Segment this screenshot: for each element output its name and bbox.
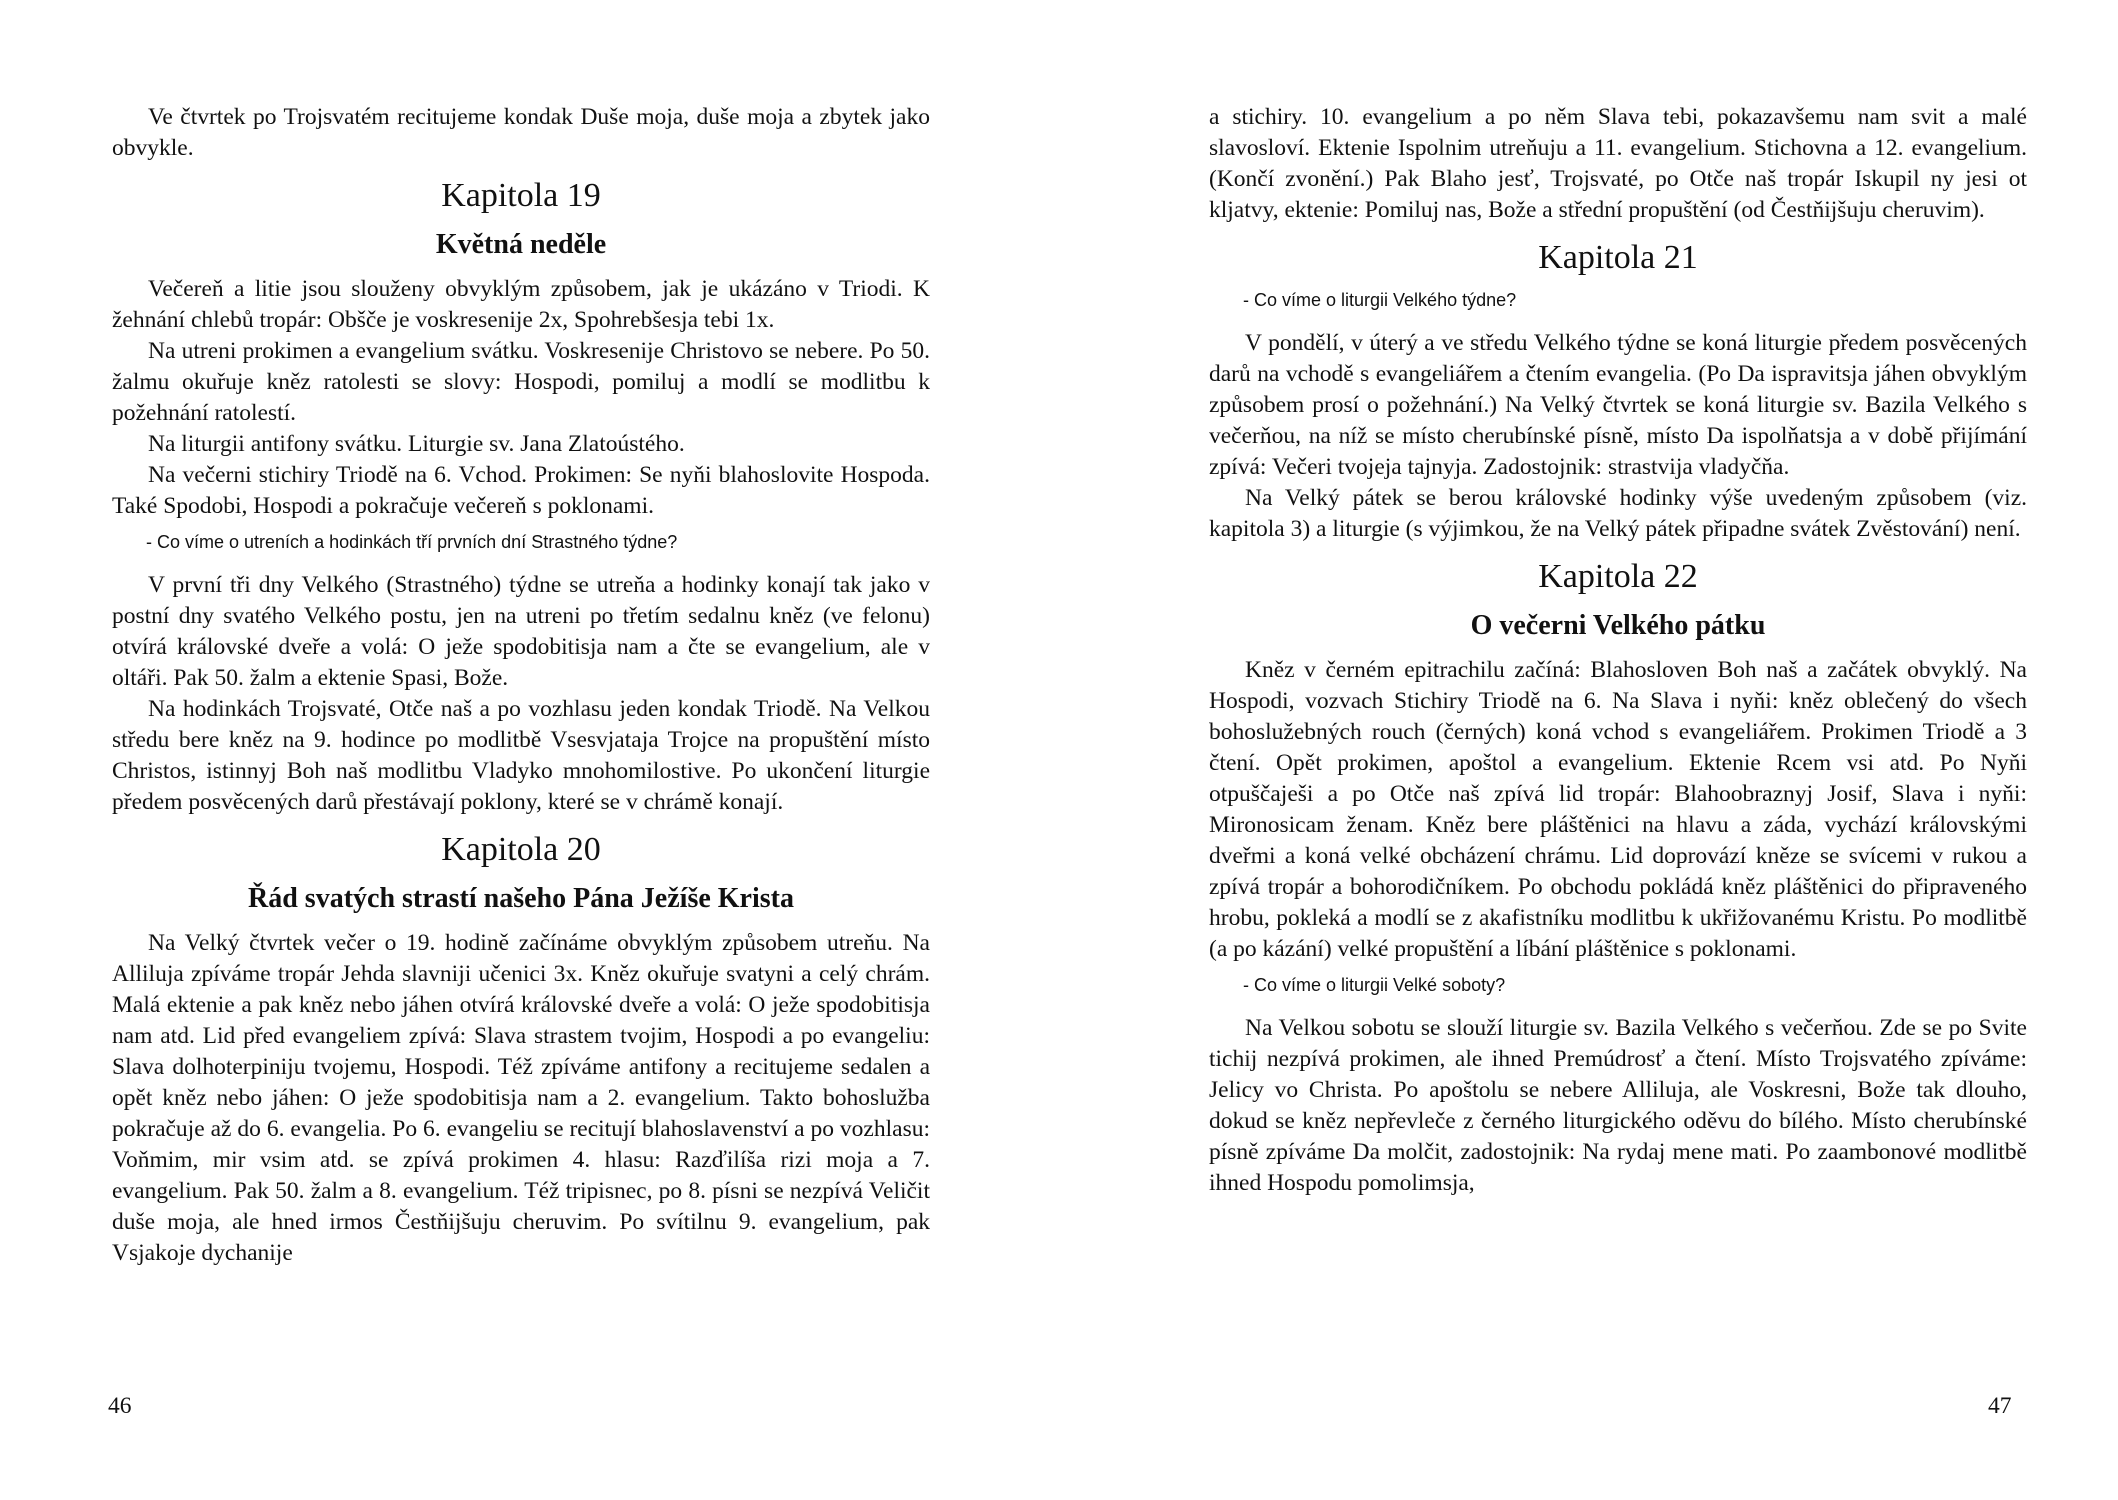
paragraph: Večereň a litie jsou slouženy obvyklým způsobem, jak je ukázáno v Triodi. K žehnání chlebů tropár: Obšče je voskresenije 2x, Spohrebšesja tebi 1x. (112, 276, 930, 333)
paragraph: Kněz v černém epitrachilu začíná: Blahosloven Boh naš a začátek obvyklý. Na Hospodi, vozvach Stichiry Triodě na 6. Na Slava i nyňi: kněz oblečený do všech bohoslužebných rouch (černých) koná vchod s evangeliářem. Prokimen Triodě a 3 čtení. Opět prokimen, apoštol a evangelium. Ektenie Rcem vsi atd. Po Nyňi otpuščaješi a po Otče naš zpívá lid tropár: Blahoobraznyj Josif, Slava i nyňi: Mironosicam ženam. Kněz bere pláštěnici na hlavu a záda, vychází královskými dveřmi a koná velké obcházení chrámu. Lid doprovází kněze se svícemi v rukou a zpívá tropár a bohorodičníkem. Po obchodu pokládá kněz pláštěnici do připraveného hrobu, pokleká a modlí se z akafistníku modlitbu k ukřižovanému Kristu. Po modlitbě (a po kázání) velké propuštění a líbání pláštěnice s poklonami. (1209, 657, 2027, 962)
chapter-19-subtitle: Květná neděle (435, 229, 607, 260)
question-heading: - Co víme o utreních a hodinkách tří prvních dní Strastného týdne? (146, 532, 678, 552)
paragraph: Na Velký čtvrtek večer o 19. hodině začínáme obvyklým způsobem utreňu. Na Alliluja zpíváme tropár Jehda slavniji učenici 3x. Kněz okuřuje svatyni a celý chrám. Malá ektenie a pak kněz nebo jáhen otvírá královské dveře a volá: O ježe spodobitisja nam atd. Lid před evangeliem zpívá: Slava strastem tvojim, Hospodi a po evangeliu: Slava dolhoterpiniju tvojemu, Hospodi. Též zpíváme antifony a recitujeme sedalen a opět kněz nebo jáhen: O ježe spodobitisja nam a 2. evangelium. Takto bohoslužba pokračuje až do 6. evangelia. Po 6. evangeliu se recitují blahoslavenství a po vozhlasu: Voňmim, mir vsim atd. se zpívá prokimen 4. hlasu: Razďilíša rizi moja a 7. evangelium. Pak 50. žalm a 8. evangelium. Též tripisnec, po 8. písni se nezpívá Veličit duše moja, ale hned irmos Čestňijšuju cheruvim. Po svítilnu 9. evangelium, pak Vsjakoje dychanije (112, 930, 930, 1266)
paragraph-continued: a stichiry. 10. evangelium a po něm Slava tebi, pokazavšemu nam svit a malé slavosloví. Ektenie Ispolnim utreňuju a 11. evangelium. Stichovna a 12. evangelium. (Končí zvonění.) Pak Blaho jesť, Trojsvaté, po Otče naš tropár Iskupil ny jesi ot kljatvy, ektenie: Pomiluj nas, Bože a střední propuštění (od Čestňijšuju cheruvim). (1209, 104, 2027, 223)
paragraph: Na večerni stichiry Triodě na 6. Vchod. Prokimen: Se nyňi blahoslovite Hospoda. Také Spodobi, Hospodi a pokračuje večereň s poklonami. (112, 462, 930, 519)
chapter-22-subtitle: O večerni Velkého pátku (1470, 610, 1766, 641)
paragraph: V pondělí, v úterý a ve středu Velkého týdne se koná liturgie předem posvěcených darů na vchodě s evangeliářem a čtením evangelia. (Po Da ispravitsja jáhen obvyklým způsobem prosí o požehnání.) Na Velký čtvrtek se koná liturgie sv. Bazila Velkého s večerňou, na níž se místo cherubínské písně, místo Da ispolňatsja a v době přijímání zpívá: Večeri tvojeja tajnyja. Zadostojnik: strastvija vladyčňa. (1209, 330, 2027, 480)
chapter-20-title: Kapitola 20 (441, 831, 601, 868)
page-number-right: 47 (1988, 1393, 2012, 1419)
question-heading: - Co víme o liturgii Velkého týdne? (1243, 290, 1517, 310)
paragraph: Na utreni prokimen a evangelium svátku. Voskresenije Christovo se nebere. Po 50. žalmu okuřuje kněz ratolesti se slovy: Hospodi, pomiluj a modlí se modlitbu k požehnání ratolestí. (112, 338, 930, 426)
page-number-left: 46 (108, 1393, 132, 1419)
left-page (112, 102, 930, 1269)
paragraph: V první tři dny Velkého (Strastného) týdne se utreňa a hodinky konají tak jako v postní dny svatého Velkého postu, jen na utreni po třetím sedalnu kněz (ve felonu) otvírá královské dveře a volá: O ježe spodobitisja nam a čte se evangelium, ale v oltáři. Pak 50. žalm a ektenie Spasi, Bože. (112, 572, 930, 691)
paragraph: Na hodinkách Trojsvaté, Otče naš a po vozhlasu jeden kondak Triodě. Na Velkou středu bere kněz na 9. hodince po modlitbě Vsesvjataja Trojce na propuštění místo Christos, istinnyj Boh naš modlitbu Vladyko mnohomilostive. Po ukončení liturgie předem posvěcených darů přestávají poklony, které se v chrámě konají. (112, 696, 930, 815)
chapter-22-title: Kapitola 22 (1538, 558, 1698, 595)
chapter-20-subtitle: Řád svatých strastí našeho Pána Ježíše Krista (248, 883, 794, 914)
chapter-21-title: Kapitola 21 (1538, 239, 1698, 276)
question-heading: - Co víme o liturgii Velké soboty? (1243, 975, 1506, 995)
chapter-19-title: Kapitola 19 (441, 177, 601, 214)
paragraph: Na Velký pátek se berou královské hodinky výše uvedeným způsobem (viz. kapitola 3) a liturgie (s výjimkou, že na Velký pátek připadne svátek Zvěstování) není. (1209, 485, 2027, 542)
right-page (1209, 102, 2027, 1199)
paragraph: Na liturgii antifony svátku. Liturgie sv. Jana Zlatoústého. (148, 431, 685, 457)
paragraph-intro: Ve čtvrtek po Trojsvatém recitujeme kondak Duše moja, duše moja a zbytek jako obvykle. (112, 104, 930, 161)
paragraph: Na Velkou sobotu se slouží liturgie sv. Bazila Velkého s večerňou. Zde se po Svite tichij nezpívá prokimen, ale ihned Premúdrosť a čtení. Místo Trojsvatého zpíváme: Jelicy vo Christa. Po apoštolu se nebere Alliluja, ale Voskresni, Bože tak dlouho, dokud se kněz nepřevleče z černého liturgického oděvu do bílého. Místo cherubínské písně zpíváme Da molčit, zadostojnik: Na rydaj mene mati. Po zaambonové modlitbě ihned Hospodu pomolimsja, (1209, 1015, 2027, 1196)
